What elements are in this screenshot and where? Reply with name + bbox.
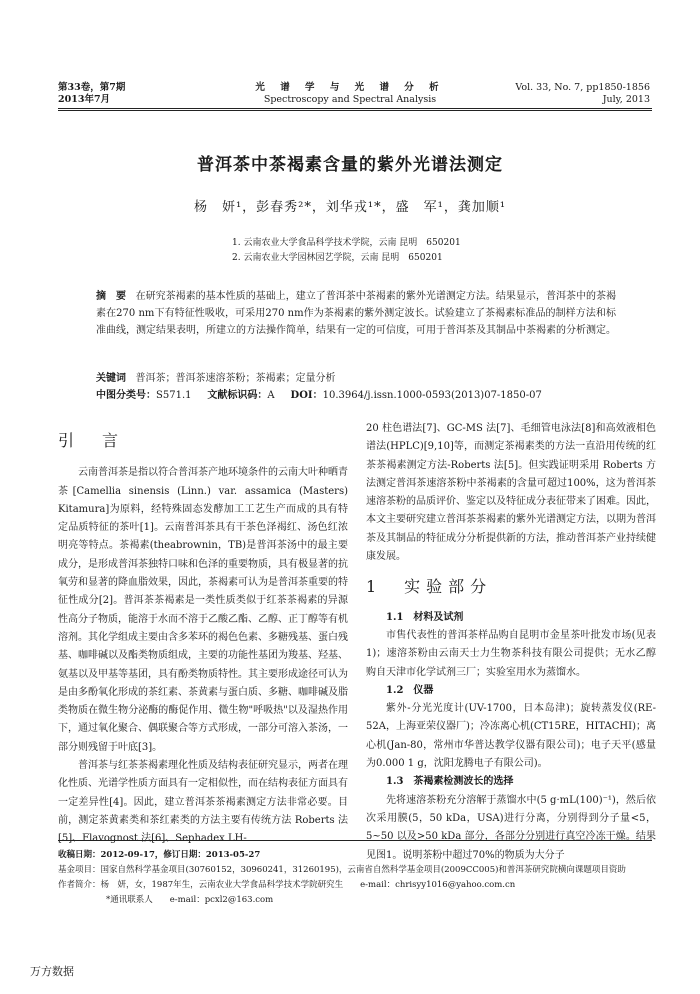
right-column xyxy=(366,420,656,865)
volume-cn: 第33卷，第7期 xyxy=(58,82,126,93)
author-list: 杨 妍¹，彭春秀²*，刘华戎¹*，盛 军¹，龚加顺¹ xyxy=(193,200,507,215)
subsection-instruments: 1.2 仪器 xyxy=(386,684,434,696)
fund-info: 基金项目：国家自然科学基金项目(30760152，30960241，31260195)，云南省自然科学基金项目(2009CC005)和普洱茶研究院横向课题项目资助 xyxy=(58,865,626,875)
watermark-text: 万方数据 xyxy=(30,965,74,978)
paper-title: 普洱茶中茶褐素含量的紫外光谱法测定 xyxy=(197,155,503,175)
date-en: July, 2013 xyxy=(602,94,650,105)
intro-heading: 引 言 xyxy=(58,431,125,450)
keywords-label: 关键词 xyxy=(96,373,126,384)
corresponding-author: *通讯联系人 e-mail：pcxl2@163.com xyxy=(106,895,274,905)
keywords-block xyxy=(96,370,616,404)
clc-value: S571.1 xyxy=(156,390,192,401)
doc-code-value: A xyxy=(267,390,275,401)
left-column xyxy=(58,432,348,849)
abstract-label: 摘 要 xyxy=(96,291,127,302)
journal-name-en: Spectroscopy and Spectral Analysis xyxy=(263,94,437,105)
affiliations xyxy=(232,236,461,266)
affiliation-1: 1. 云南农业大学食品科学技术学院，云南 昆明 650201 xyxy=(232,238,461,248)
doi-label: DOI： xyxy=(290,390,323,401)
intro-continuation: 20 柱色谱法[7]、GC-MS 法[7]、毛细管电泳法[8]和高效液相色谱法(HPLC)[9,10]等，而测定茶褐素类的方法一直沿用传统的红茶茶褐素测定方法-Roberts 法[5]。但实践证明采用 Roberts 方法测定普洱茶速溶茶粉中茶褐素的含量可超过100%，这为普洱茶速溶茶粉的品质评价、鉴定以及特征成分表征带来了困难。因此，本文主要研究建立普洱茶茶褐素的紫外光谱测定方法，以期为普洱茶及其制品的特征成分分析提供新的方法，推动普洱茶产业持续健康发展。 xyxy=(366,423,656,563)
subsection-wavelength: 1.3 茶褐素检测波长的选择 xyxy=(386,776,514,788)
intro-paragraph-1: 云南普洱茶是指以符合普洱茶产地环境条件的云南大叶种晒青茶[Camellia sinensis (Linn.) var. assamica (Masters) Kitamura]为原料，经特殊固态发酵加工工艺生产而成的具有特定品质特征的茶叶[1]。云南普洱茶具有干茶色泽褐红、汤色红浓明亮等特点。茶褐素(theabrownin，TB)是普洱茶汤中的最主要成分，是形成普洱茶独特口味和色泽的重要物质，具有极显著的抗氧劳和显著的降血脂效果，因此，茶褐素可认为是普洱茶重要的特征性成分[2]。普洱茶茶褐素是一类性质类似于红茶茶褐素的异源性高分子物质，能溶于水而不溶于乙酸乙酯、乙醇、正丁醇等有机溶剂。其化学组成主要由含多苯环的褐色色素、多糖残基、蛋白残基、咖啡碱以及酯类物质组成，主要的功能性基团为羧基、羟基、氨基以及甲基等基团，具有酚类物质特性。其主要形成途径可认为是由多酚氧化形成的茶红素、茶黄素与蛋白质、多糖、咖啡碱及脂类物质在微生物分泌酶的酶促作用、微生物"呼吸热"以及湿热作用下，通过氧化聚合、偶联聚合等方式形成，一部分可溶入茶汤，一部分则残留于叶底[3]。 xyxy=(58,467,348,753)
intro-paragraph-2: 普洱茶与红茶茶褐素理化性质及结构表征研究显示，两者在理化性质、光谱学性质方面具有一定相似性，而在结构表征方面具有一定差异性[4]。因此，建立普洱茶茶褐素测定方法非常必要。目前，测定茶黄素类和茶红素类的方法主要有传统方法 Roberts 法[5]、Flavognost 法[6]、Sephadex LH- xyxy=(58,760,348,845)
date-cn: 2013年7月 xyxy=(58,94,111,105)
doc-code-label: 文献标识码： xyxy=(207,390,268,401)
clc-label: 中图分类号： xyxy=(96,390,156,401)
affiliation-2: 2. 云南农业大学园林园艺学院，云南 昆明 650201 xyxy=(232,253,443,263)
header-rule xyxy=(58,108,652,109)
header-rule-thin xyxy=(58,110,652,111)
wavelength-text: 先将速溶茶粉充分溶解于蒸馏水中(5 g·mL(100)⁻¹)，然后依次采用膜(5，50 kDa，USA)进行分离，分别得到分子量<5，5~50 以及>50 kDa 部分，各部分分别进行真空冷冻干燥。结果见图1。说明茶粉中超过70%的物质为大分子 xyxy=(366,794,656,861)
journal-name-cn: 光 谱 学 与 光 谱 分 析 xyxy=(255,82,445,93)
author-bio: 作者简介：杨 妍，女，1987年生，云南农业大学食品科学技术学院研究生 e-mail：chrisyy1016@yahoo.com.cn xyxy=(58,880,516,890)
footnotes xyxy=(58,848,658,908)
header-volume-en xyxy=(515,82,650,106)
materials-text: 市售代表性的普洱茶样品购自昆明市金星茶叶批发市场(见表1)；速溶茶粉由云南天士力生物茶科技有限公司提供；无水乙醇购自天津市化学试剂三厂；实验室用水为蒸馏水。 xyxy=(366,629,656,678)
doi-value: 10.3964/j.issn.1000-0593(2013)07-1850-07 xyxy=(322,390,542,401)
subsection-materials: 1.1 材料及试剂 xyxy=(386,611,464,623)
instruments-text: 紫外-分光光度计(UV-1700，日本岛津)；旋转蒸发仪(RE-52A，上海亚荣仪器厂)；冷冻离心机(CT15RE，HITACHI)；离心机(Jan-80，常州市华普达教学仪器有限公司)；电子天平(感量为0.000 1 g，沈阳龙腾电子有限公司)。 xyxy=(366,703,656,770)
keywords-text: 普洱茶；普洱茶速溶茶粉；茶褐素；定量分析 xyxy=(135,373,336,384)
abstract xyxy=(96,288,616,339)
abstract-text: 在研究茶褐素的基本性质的基础上，建立了普洱茶中茶褐素的紫外光谱测定方法。结果显示，普洱茶中的茶褐素在270 nm下有特征性吸收，可采用270 nm作为茶褐素的紫外测定波长。试验建立了茶褐素标准品的制样方法和标准曲线，测定结果表明，所建立的方法操作简单，结果有一定的可信度，可用于普洱茶及其制品中茶褐素的分析测定。 xyxy=(96,291,616,336)
footnote-rule xyxy=(58,840,652,841)
section-experimental: 1 实验部分 xyxy=(366,577,493,597)
received-date: 收稿日期：2012-09-17，修订日期：2013-05-27 xyxy=(58,850,261,860)
volume-en: Vol. 33, No. 7, pp1850-1856 xyxy=(515,82,650,93)
